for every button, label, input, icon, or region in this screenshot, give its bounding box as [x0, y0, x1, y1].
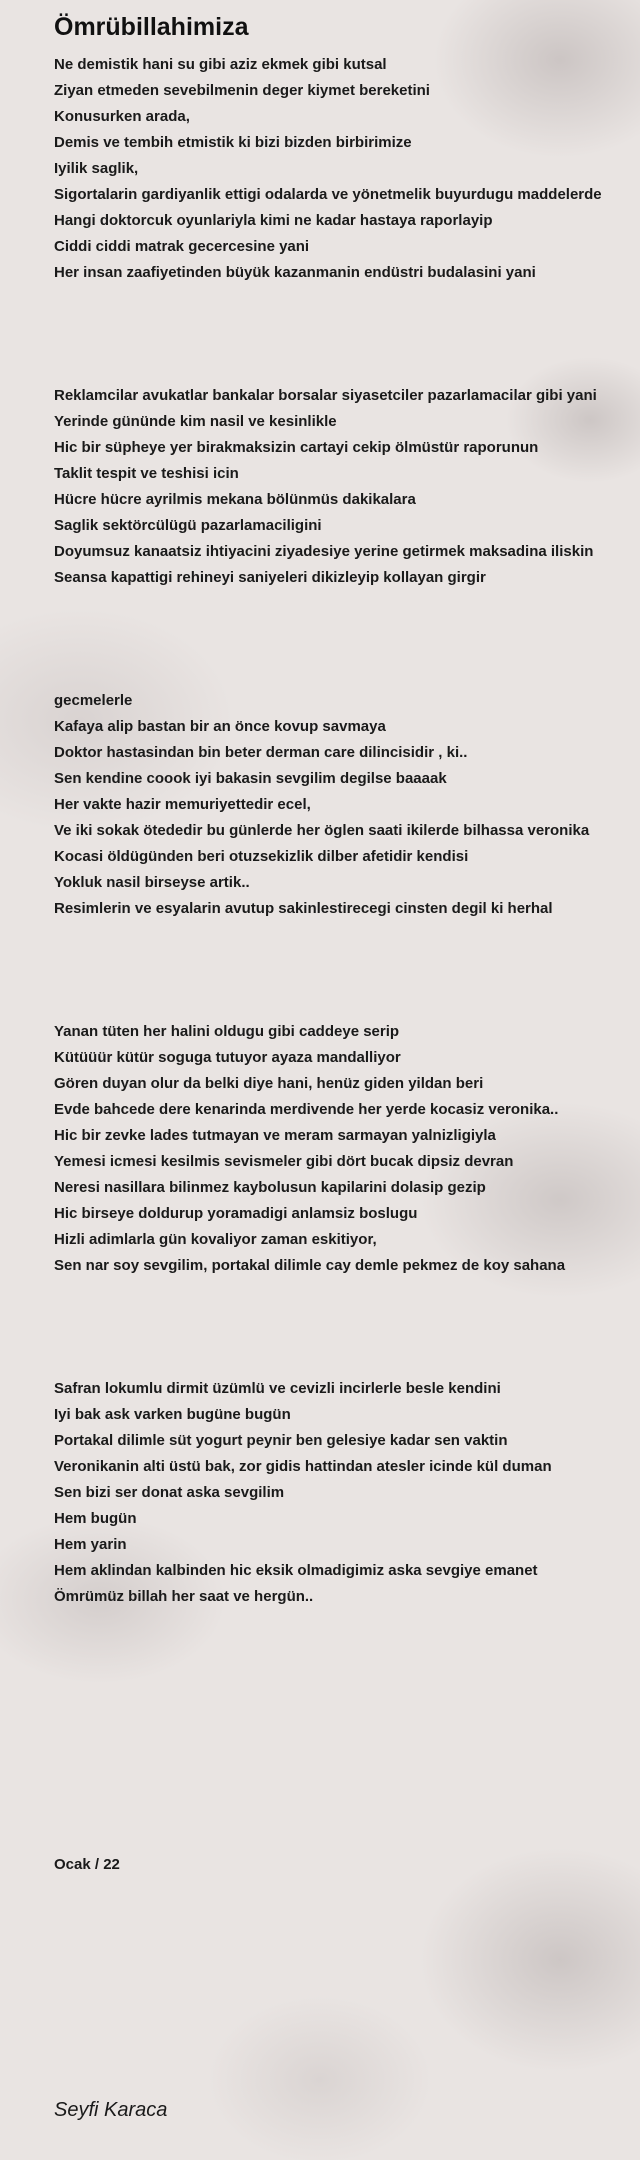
poem-line: Doktor hastasindan bin beter derman care dilincisidir , ki..	[54, 744, 468, 761]
poem-line: Portakal dilimle süt yogurt peynir ben gelesiye kadar sen vaktin	[54, 1432, 508, 1449]
stanza	[54, 52, 619, 286]
poem-line: Evde bahcede dere kenarinda merdivende her yerde kocasiz veronika..	[54, 1101, 559, 1118]
poem-line: Yokluk nasil birseyse artik..	[54, 874, 250, 891]
poem-line: Doyumsuz kanaatsiz ihtiyacini ziyadesiye yerine getirmek maksadina iliskin	[54, 543, 594, 560]
poem-line: Reklamcilar avukatlar bankalar borsalar siyasetciler pazarlamacilar gibi yani	[54, 387, 597, 404]
poem-line: Kocasi öldügünden beri otuzsekizlik dilber afetidir kendisi	[54, 848, 469, 865]
poem-line: Sigortalarin gardiyanlik ettigi odalarda ve yönetmelik buyurdugu maddelerde	[54, 186, 602, 203]
poem-line: Resimlerin ve esyalarin avutup sakinlestirecegi cinsten degil ki herhal	[54, 900, 553, 917]
poem-line: Yemesi icmesi kesilmis sevismeler gibi dört bucak dipsiz devran	[54, 1153, 514, 1170]
poem-line: Neresi nasillara bilinmez kaybolusun kapilarini dolasip gezip	[54, 1179, 486, 1196]
stanza	[54, 383, 619, 591]
stanza	[54, 688, 619, 922]
poem-date: Ocak / 22	[54, 1856, 120, 1873]
poem-line: Kütüüür kütür soguga tutuyor ayaza mandalliyor	[54, 1049, 401, 1066]
poem-body	[54, 52, 619, 1707]
poem-line: Seansa kapattigi rehineyi saniyeleri dikizleyip kollayan girgir	[54, 569, 486, 586]
poem-line: Yerinde gününde kim nasil ve kesinlikle	[54, 413, 337, 430]
poem-line: Hic bir zevke lades tutmayan ve meram sarmayan yalnizligiyla	[54, 1127, 496, 1144]
poem-line: Hic birseye doldurup yoramadigi anlamsiz boslugu	[54, 1205, 418, 1222]
poem-title: Ömrübillahimiza	[54, 13, 249, 41]
stanza	[54, 1376, 619, 1610]
poem-line: Hangi doktorcuk oyunlariyla kimi ne kadar hastaya raporlayip	[54, 212, 493, 229]
poem-line: Sen kendine coook iyi bakasin sevgilim degilse baaaak	[54, 770, 447, 787]
poem-line: Yanan tüten her halini oldugu gibi caddeye serip	[54, 1023, 400, 1040]
poem-line: Konusurken arada,	[54, 108, 190, 125]
poem-line: Ne demistik hani su gibi aziz ekmek gibi kutsal	[54, 56, 387, 73]
poem-line: Sen bizi ser donat aska sevgilim	[54, 1484, 285, 1501]
poem-line: Safran lokumlu dirmit üzümlü ve cevizli incirlerle besle kendini	[54, 1380, 501, 1397]
poem-line: Ve iki sokak ötededir bu günlerde her öglen saati ikilerde bilhassa veronika	[54, 822, 590, 839]
poem-line: Ziyan etmeden sevebilmenin deger kiymet bereketini	[54, 82, 430, 99]
poem-line: Her vakte hazir memuriyettedir ecel,	[54, 796, 311, 813]
poem-line: Ömrümüz billah her saat ve hergün..	[54, 1588, 314, 1605]
poem-line: Kafaya alip bastan bir an önce kovup savmaya	[54, 718, 386, 735]
poem-line: Hem bugün	[54, 1510, 137, 1527]
poem-line: Veronikanin alti üstü bak, zor gidis hattindan atesler icinde kül duman	[54, 1458, 552, 1475]
stanza	[54, 1019, 619, 1279]
poem-line: Hic bir süpheye yer birakmaksizin cartayi cekip ölmüstür raporunun	[54, 439, 539, 456]
poem-line: Demis ve tembih etmistik ki bizi bizden birbirimize	[54, 134, 412, 151]
poem-author: Seyfi Karaca	[54, 2099, 168, 2121]
poem-line: gecmelerle	[54, 692, 133, 709]
poem-line: Hem aklindan kalbinden hic eksik olmadigimiz aska sevgiye emanet	[54, 1562, 538, 1579]
poem-line: Hücre hücre ayrilmis mekana bölünmüs dakikalara	[54, 491, 416, 508]
poem-line: Saglik sektörcülügü pazarlamaciligini	[54, 517, 322, 534]
poem-line: Gören duyan olur da belki diye hani, henüz giden yildan beri	[54, 1075, 484, 1092]
poem-line: Sen nar soy sevgilim, portakal dilimle cay demle pekmez de koy sahana	[54, 1257, 566, 1274]
poem-line: Taklit tespit ve teshisi icin	[54, 465, 239, 482]
poem-line: Hem yarin	[54, 1536, 127, 1553]
poem-line: Hizli adimlarla gün kovaliyor zaman eskitiyor,	[54, 1231, 377, 1248]
poem-line: Iyi bak ask varken bugüne bugün	[54, 1406, 291, 1423]
poem-line: Ciddi ciddi matrak gecercesine yani	[54, 238, 310, 255]
poem-line: Iyilik saglik,	[54, 160, 139, 177]
poem-line: Her insan zaafiyetinden büyük kazanmanin endüstri budalasini yani	[54, 264, 536, 281]
